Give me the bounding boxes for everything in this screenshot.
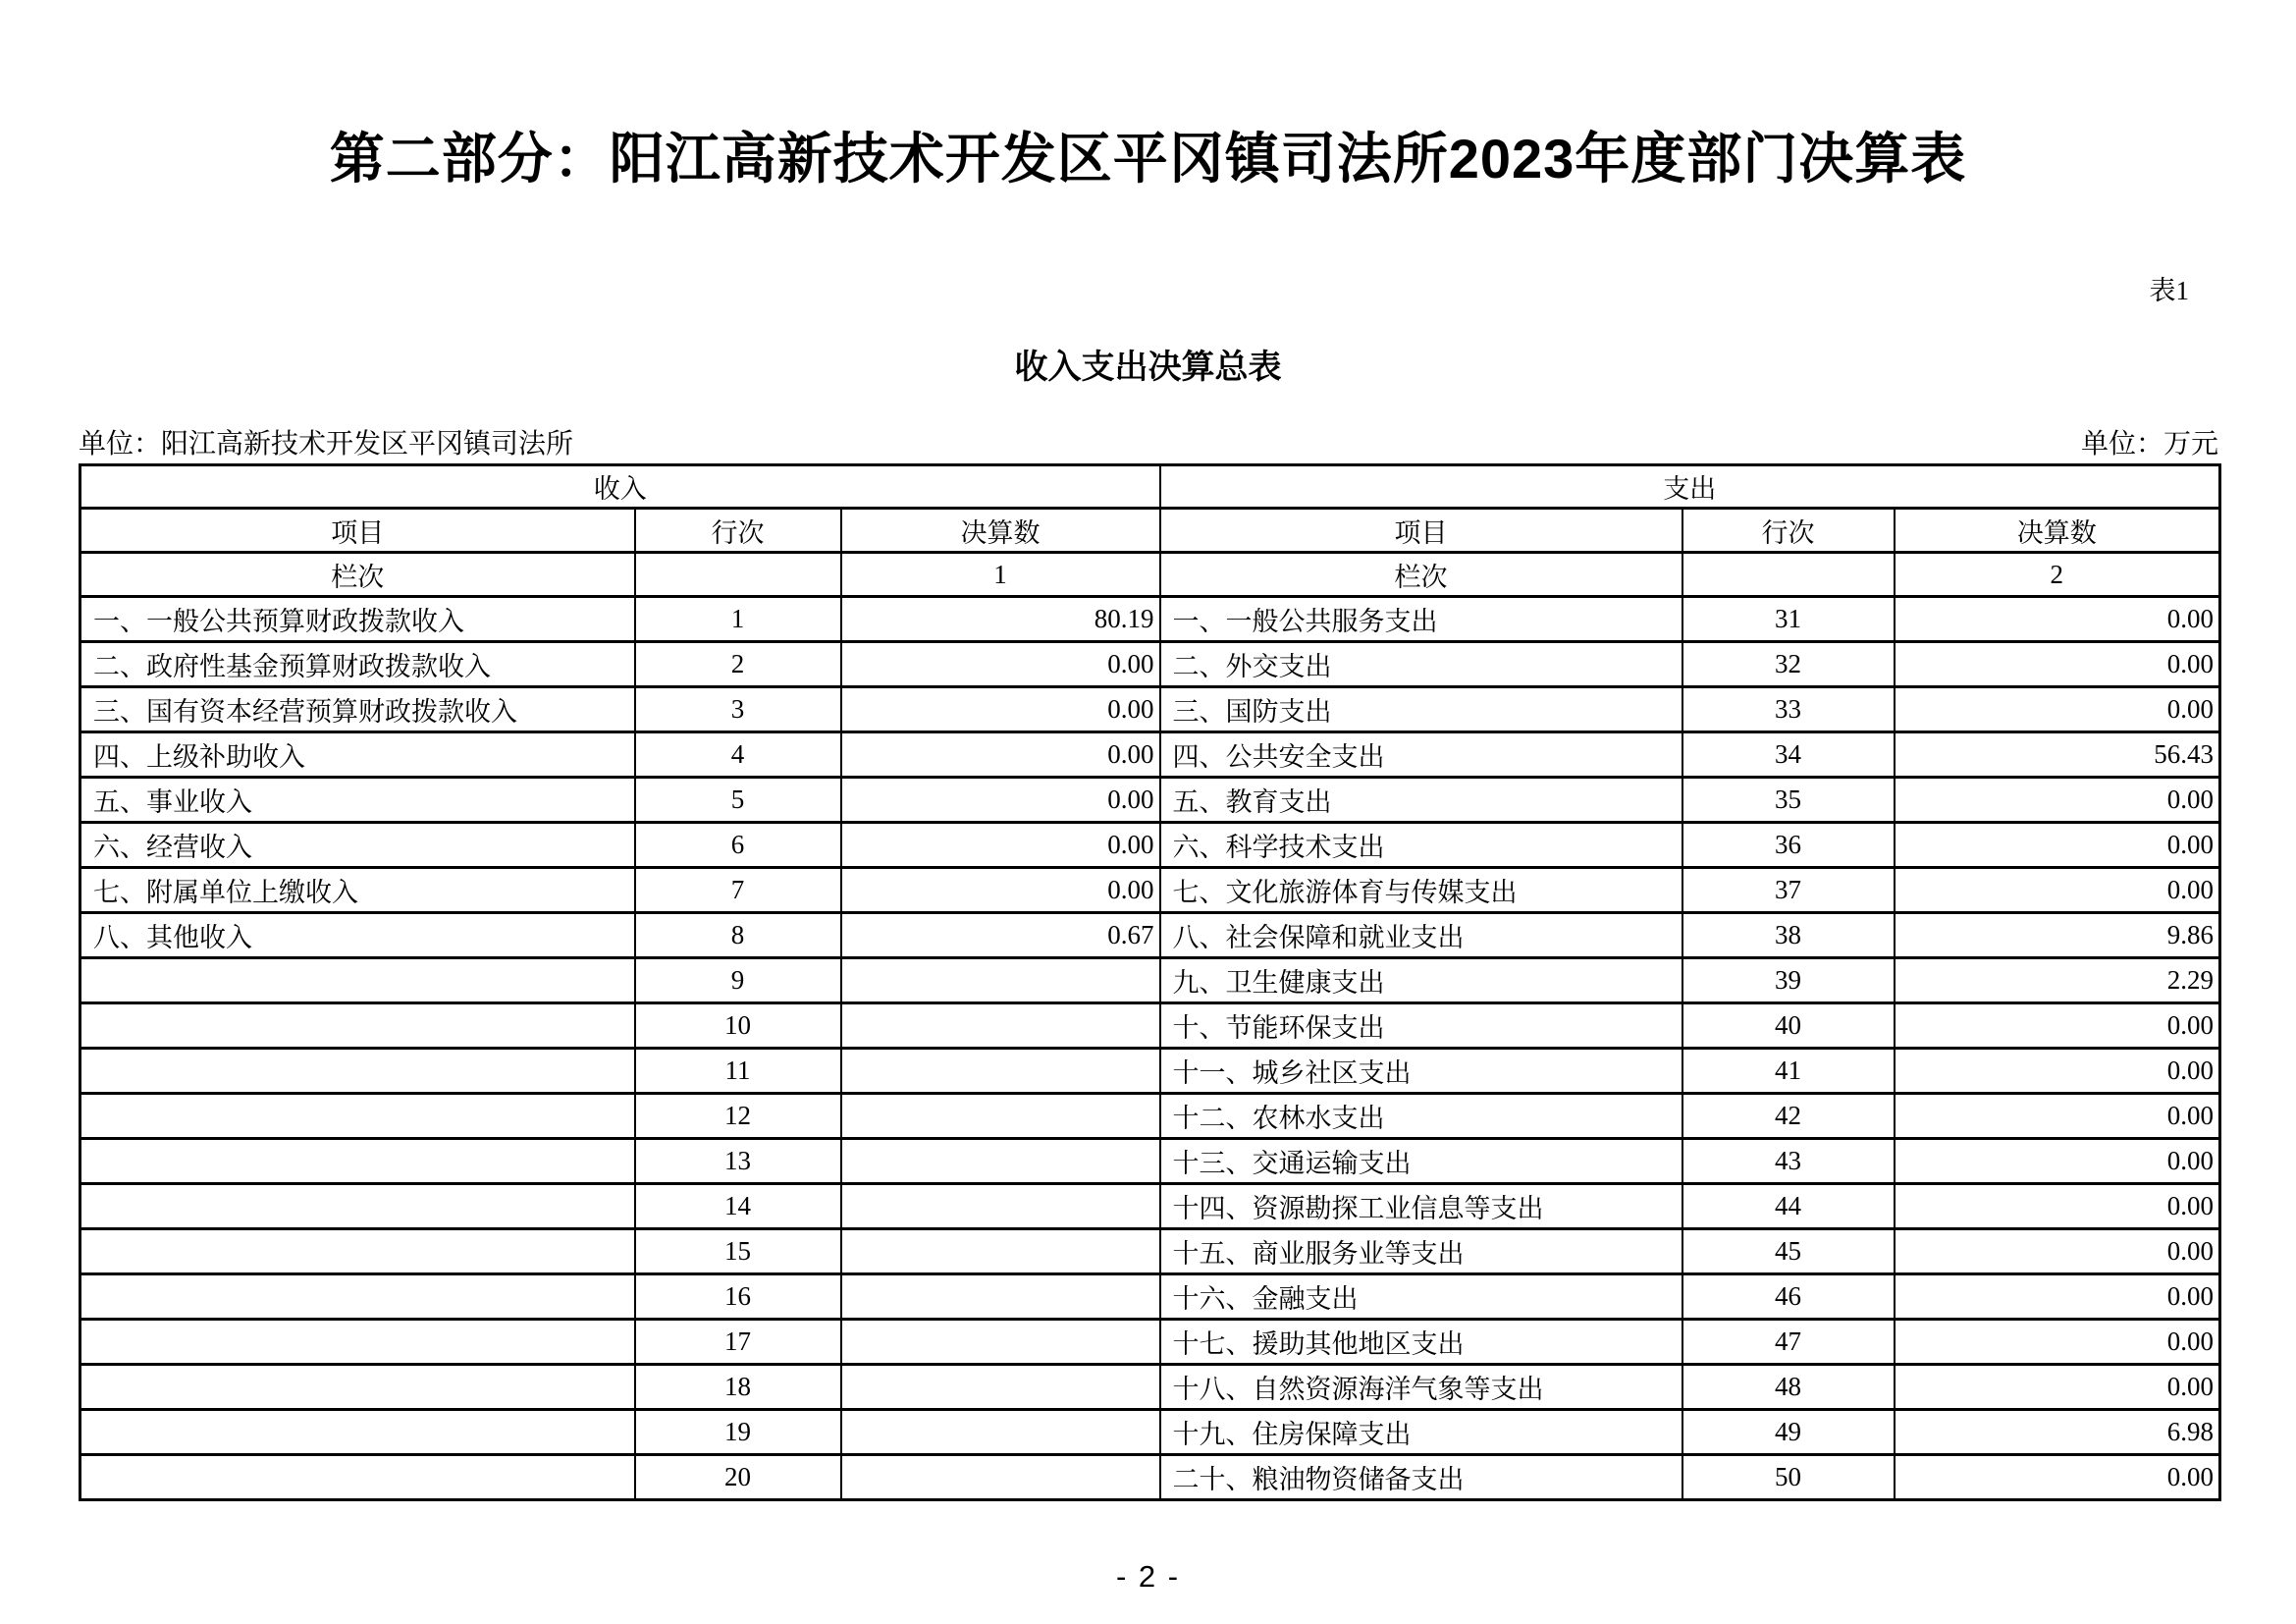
expense-item-cell: 十三、交通运输支出 [1160,1139,1682,1184]
income-value-cell: 0.00 [841,642,1160,687]
expense-lanci-label: 栏次 [1160,553,1682,597]
income-value-cell: 0.00 [841,868,1160,913]
income-line-cell: 14 [635,1184,841,1229]
expense-lanci-blank [1682,553,1895,597]
income-value-cell: 0.00 [841,778,1160,823]
expense-item-cell: 十八、自然资源海洋气象等支出 [1160,1365,1682,1410]
table-row [80,823,2220,868]
income-line-header: 行次 [635,509,841,553]
unit-currency: 单位：万元 [2080,429,2218,460]
income-line-cell: 10 [635,1003,841,1049]
table-number-label: 表1 [2149,276,2189,305]
expense-value-cell: 0.00 [1895,1274,2220,1320]
expense-item-cell: 四、公共安全支出 [1160,732,1682,778]
table-row [80,1094,2220,1139]
band-header-row [80,465,2220,509]
income-item-cell: 六、经营收入 [80,823,635,868]
income-line-cell: 9 [635,958,841,1003]
expense-value-cell: 0.00 [1895,1184,2220,1229]
income-item-cell [80,1139,635,1184]
table-subtitle: 收入支出决算总表 [1014,350,1282,386]
expense-band-header: 支出 [1160,465,2220,509]
expense-item-cell: 十一、城乡社区支出 [1160,1049,1682,1094]
expense-value-cell: 0.00 [1895,1049,2220,1094]
table-row [80,913,2220,958]
expense-line-header: 行次 [1682,509,1895,553]
income-item-cell [80,1184,635,1229]
income-value-header: 决算数 [841,509,1160,553]
income-item-cell [80,1049,635,1094]
income-value-cell: 0.00 [841,823,1160,868]
expense-item-cell: 二十、粮油物资储备支出 [1160,1455,1682,1500]
income-item-cell: 四、上级补助收入 [80,732,635,778]
page-title: 第二部分：阳江高新技术开发区平冈镇司法所2023年度部门决算表 [329,128,1967,189]
income-line-cell: 6 [635,823,841,868]
table-row [80,687,2220,732]
income-line-cell: 8 [635,913,841,958]
expense-line-cell: 45 [1682,1229,1895,1274]
income-value-cell [841,1410,1160,1455]
income-item-cell [80,1003,635,1049]
income-item-cell: 三、国有资本经营预算财政拨款收入 [80,687,635,732]
table-row [80,1229,2220,1274]
table-row [80,1184,2220,1229]
income-item-cell [80,1410,635,1455]
income-item-cell [80,1094,635,1139]
income-item-cell: 八、其他收入 [80,913,635,958]
expense-value-cell: 0.00 [1895,778,2220,823]
expense-item-cell: 十二、农林水支出 [1160,1094,1682,1139]
expense-item-cell: 九、卫生健康支出 [1160,958,1682,1003]
expense-item-cell: 十六、金融支出 [1160,1274,1682,1320]
expense-value-cell: 0.00 [1895,1139,2220,1184]
income-item-cell [80,1229,635,1274]
column-index-row [80,553,2220,597]
income-lanci-label: 栏次 [80,553,635,597]
expense-line-cell: 33 [1682,687,1895,732]
income-lanci-blank [635,553,841,597]
expense-item-cell: 十四、资源勘探工业信息等支出 [1160,1184,1682,1229]
expense-line-cell: 39 [1682,958,1895,1003]
income-value-cell [841,1455,1160,1500]
expense-line-cell: 42 [1682,1094,1895,1139]
income-line-cell: 2 [635,642,841,687]
table-row [80,1455,2220,1500]
expense-value-cell: 0.00 [1895,1455,2220,1500]
table-row [80,1365,2220,1410]
income-band-header: 收入 [80,465,1160,509]
column-header-row [80,509,2220,553]
income-value-cell [841,1094,1160,1139]
expense-line-cell: 44 [1682,1184,1895,1229]
income-value-cell [841,1365,1160,1410]
table-row [80,1139,2220,1184]
expense-line-cell: 37 [1682,868,1895,913]
income-value-cell: 80.19 [841,597,1160,642]
expense-value-cell: 0.00 [1895,597,2220,642]
expense-line-cell: 38 [1682,913,1895,958]
expense-item-cell: 十、节能环保支出 [1160,1003,1682,1049]
expense-item-cell: 十九、住房保障支出 [1160,1410,1682,1455]
expense-value-cell: 2.29 [1895,958,2220,1003]
expense-item-cell: 十五、商业服务业等支出 [1160,1229,1682,1274]
table-body [80,597,2220,1500]
table-row [80,958,2220,1003]
expense-line-cell: 49 [1682,1410,1895,1455]
expense-value-cell: 56.43 [1895,732,2220,778]
expense-value-cell: 0.00 [1895,687,2220,732]
unit-row [79,422,2218,461]
expense-item-cell: 二、外交支出 [1160,642,1682,687]
income-line-cell: 3 [635,687,841,732]
expense-line-cell: 40 [1682,1003,1895,1049]
income-value-cell [841,1003,1160,1049]
income-line-cell: 19 [635,1410,841,1455]
expense-item-cell: 六、科学技术支出 [1160,823,1682,868]
expense-value-cell: 0.00 [1895,1365,2220,1410]
expense-value-cell: 0.00 [1895,1320,2220,1365]
expense-line-cell: 35 [1682,778,1895,823]
income-value-cell [841,958,1160,1003]
income-line-cell: 15 [635,1229,841,1274]
income-line-cell: 20 [635,1455,841,1500]
table-row [80,1274,2220,1320]
expense-line-cell: 47 [1682,1320,1895,1365]
expense-value-cell: 0.00 [1895,1094,2220,1139]
income-item-cell [80,1455,635,1500]
expense-value-cell: 6.98 [1895,1410,2220,1455]
income-value-cell: 0.00 [841,732,1160,778]
table-row [80,1049,2220,1094]
income-line-cell: 4 [635,732,841,778]
income-value-cell: 0.67 [841,913,1160,958]
expense-value-header: 决算数 [1895,509,2220,553]
income-value-cell [841,1184,1160,1229]
income-value-cell [841,1049,1160,1094]
income-value-cell [841,1139,1160,1184]
table-row [80,732,2220,778]
income-line-cell: 1 [635,597,841,642]
expense-item-cell: 八、社会保障和就业支出 [1160,913,1682,958]
income-item-cell [80,1365,635,1410]
income-item-header: 项目 [80,509,635,553]
income-item-cell [80,1274,635,1320]
expense-value-cell: 0.00 [1895,823,2220,868]
expense-line-cell: 34 [1682,732,1895,778]
expense-item-cell: 七、文化旅游体育与传媒支出 [1160,868,1682,913]
income-column-number: 1 [841,553,1160,597]
expense-column-number: 2 [1895,553,2220,597]
income-expense-table [79,463,2221,1501]
expense-value-cell: 0.00 [1895,868,2220,913]
expense-line-cell: 50 [1682,1455,1895,1500]
expense-line-cell: 36 [1682,823,1895,868]
income-line-cell: 17 [635,1320,841,1365]
table-row [80,642,2220,687]
table-row [80,1320,2220,1365]
expense-line-cell: 43 [1682,1139,1895,1184]
expense-line-cell: 48 [1682,1365,1895,1410]
expense-item-cell: 一、一般公共服务支出 [1160,597,1682,642]
income-item-cell [80,1320,635,1365]
income-line-cell: 16 [635,1274,841,1320]
expense-item-cell: 十七、援助其他地区支出 [1160,1320,1682,1365]
table-row [80,597,2220,642]
expense-line-cell: 32 [1682,642,1895,687]
table-row [80,1003,2220,1049]
expense-value-cell: 9.86 [1895,913,2220,958]
income-line-cell: 5 [635,778,841,823]
expense-item-header: 项目 [1160,509,1682,553]
table-row [80,868,2220,913]
income-value-cell: 0.00 [841,687,1160,732]
income-item-cell: 五、事业收入 [80,778,635,823]
expense-item-cell: 五、教育支出 [1160,778,1682,823]
expense-value-cell: 0.00 [1895,1003,2220,1049]
income-line-cell: 18 [635,1365,841,1410]
expense-value-cell: 0.00 [1895,642,2220,687]
income-line-cell: 11 [635,1049,841,1094]
expense-value-cell: 0.00 [1895,1229,2220,1274]
unit-name: 单位：阳江高新技术开发区平冈镇司法所 [79,429,574,460]
page-number: - 2 - [1115,1559,1181,1594]
income-item-cell: 七、附属单位上缴收入 [80,868,635,913]
table-row [80,778,2220,823]
table-row [80,1410,2220,1455]
expense-item-cell: 三、国防支出 [1160,687,1682,732]
expense-line-cell: 31 [1682,597,1895,642]
income-line-cell: 12 [635,1094,841,1139]
income-value-cell [841,1320,1160,1365]
income-line-cell: 13 [635,1139,841,1184]
income-line-cell: 7 [635,868,841,913]
income-value-cell [841,1274,1160,1320]
income-item-cell [80,958,635,1003]
income-value-cell [841,1229,1160,1274]
income-item-cell: 二、政府性基金预算财政拨款收入 [80,642,635,687]
income-item-cell: 一、一般公共预算财政拨款收入 [80,597,635,642]
expense-line-cell: 41 [1682,1049,1895,1094]
expense-line-cell: 46 [1682,1274,1895,1320]
